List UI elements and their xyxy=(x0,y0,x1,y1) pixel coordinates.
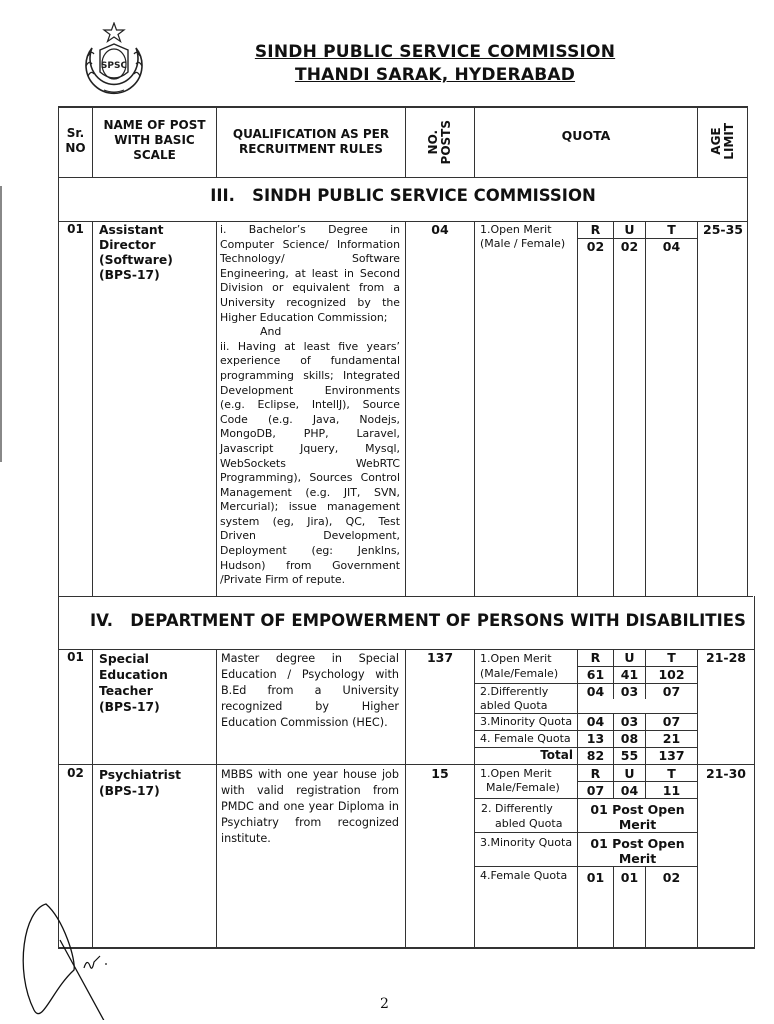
quota-label-differently-abled xyxy=(480,685,576,713)
age-limit: 21-30 xyxy=(706,766,746,781)
no-posts-line1: NO. xyxy=(426,129,440,155)
col-divider xyxy=(697,106,698,177)
quota-value-t: 04 xyxy=(662,239,681,254)
table-top-border xyxy=(58,106,748,108)
quota-value-u: 04 xyxy=(620,783,639,798)
svg-text:SPSC: SPSC xyxy=(100,61,128,71)
col-divider xyxy=(645,221,646,597)
header-bottom-border xyxy=(58,177,748,178)
col-divider xyxy=(405,221,406,597)
col-header-age-limit xyxy=(699,108,747,174)
col-divider xyxy=(697,221,698,597)
quota-label-line: (Male/Female) xyxy=(480,667,559,680)
quota-label-female: 4.Female Quota xyxy=(480,869,568,882)
no-posts-line2: POSTS xyxy=(439,119,453,165)
section-title-sindh-public-service-commission: III. SINDH PUBLIC SERVICE COMMISSION xyxy=(210,186,596,205)
quota-total-t: 137 xyxy=(658,748,685,763)
row-sr-no: 02 xyxy=(67,766,84,780)
row-bottom-border xyxy=(58,764,755,765)
quota-label-line: abled Quota xyxy=(480,699,548,712)
table-right-border xyxy=(747,106,748,597)
col-header-name-line2: WITH BASIC xyxy=(114,133,195,147)
col-divider xyxy=(613,221,614,597)
quota-label-line: 2. Differently xyxy=(481,802,553,815)
age-limit: 25-35 xyxy=(703,222,743,237)
post-line: (BPS-17) xyxy=(99,700,160,714)
no-posts-vertical-label xyxy=(427,120,453,164)
quota-value-r: 01 xyxy=(586,870,605,885)
quota-value-r: 02 xyxy=(586,239,605,254)
post-line: (BPS-17) xyxy=(99,268,160,282)
merged-line: 01 Post Open xyxy=(590,802,685,817)
post-name-psychiatrist xyxy=(99,767,214,799)
quota-label-line: 1.Open Merit xyxy=(480,767,552,780)
quota-subdivider xyxy=(474,798,697,799)
no-of-posts: 137 xyxy=(426,650,454,665)
qualification-item-i: i. Bachelor’s Degree in Computer Science/ Information Technology/ Software Engineering, at least in Second Division or equivalent from a University recognized by the Higher Education Commission; xyxy=(220,223,400,324)
quota-subdivider xyxy=(474,866,697,867)
quota-label-open-merit: 1.Open Merit (Male / Female) xyxy=(480,223,566,250)
row-sr-no: 01 xyxy=(67,222,84,236)
quota-value-u: 41 xyxy=(620,667,639,682)
quota-label-line: abled Quota xyxy=(495,817,563,830)
quota-value-u: 03 xyxy=(620,684,639,699)
quota-subdivider xyxy=(474,832,697,833)
row-sr-no: 01 xyxy=(67,650,84,664)
spsc-logo xyxy=(78,22,150,100)
post-line: Special xyxy=(99,652,150,666)
post-name-special-education-teacher xyxy=(99,651,214,715)
quota-head-u: U xyxy=(624,766,635,781)
quota-value-t: 07 xyxy=(662,714,681,729)
quota-label-differently-abled xyxy=(480,801,576,831)
quota-label-line: 2.Differently xyxy=(480,685,549,698)
quota-label-open-merit xyxy=(480,767,576,795)
quota-label-minority: 3.Minority Quota xyxy=(480,715,573,728)
quota-value-r: 04 xyxy=(586,714,605,729)
col-header-qual-line1: QUALIFICATION AS PER xyxy=(232,127,390,141)
quota-value-t: 21 xyxy=(662,731,681,746)
col-divider xyxy=(405,106,406,177)
post-line: Assistant xyxy=(99,223,164,237)
signature-scribble-icon xyxy=(14,900,124,1020)
quota-merged-minority xyxy=(578,836,697,866)
quota-total-u: 55 xyxy=(620,748,639,763)
quota-head-r: R xyxy=(590,650,601,665)
emblem-icon xyxy=(78,22,150,100)
signature xyxy=(14,900,124,1020)
col-header-qual-line2: RECRUITMENT RULES xyxy=(239,142,383,156)
age-limit-vertical-label xyxy=(710,123,736,160)
qualification-text xyxy=(220,223,400,588)
col-header-quota: QUOTA xyxy=(561,128,611,143)
page-title-line1: SINDH PUBLIC SERVICE COMMISSION xyxy=(254,42,616,62)
qualification-connector: And xyxy=(260,325,282,339)
page-title-line2: THANDI SARAK, HYDERABAD xyxy=(294,65,576,85)
quota-head-u: U xyxy=(624,650,635,665)
col-header-name-line3: SCALE xyxy=(133,148,176,162)
table-right-border-lower xyxy=(754,596,755,948)
qualification-item-ii: ii. Having at least five years’ experience of fundamental programming skills; Integrated Development Environments (e.g. Eclipse, IntellJ), Source Code (e.g. Java, Nodejs, MongoDB, PHP, Laravel, Javascript Jquery, Mysql, WebSockets WebRTC Programming), Sources Control Management (e.g. JIT, SVN, Mercurial); issue management system (eg, Jira), QC, Test Driven Development, Deployment (eg: Jenklns, Hudson) from Government /Private Firm of repute. xyxy=(220,339,400,587)
quota-subdivider xyxy=(577,781,697,782)
quota-value-t: 11 xyxy=(662,783,681,798)
quota-value-u: 08 xyxy=(620,731,639,746)
quota-label-female: 4. Female Quota xyxy=(480,732,571,745)
age-line2: LIMIT xyxy=(722,122,736,160)
post-line: (Software) xyxy=(99,253,173,267)
quota-value-u: 01 xyxy=(620,870,639,885)
quota-label-total: Total xyxy=(540,748,573,762)
col-header-name-line1: NAME OF POST xyxy=(103,118,206,132)
col-header-qualification xyxy=(217,127,405,157)
post-line: Teacher xyxy=(99,684,153,698)
quota-value-r: 61 xyxy=(586,667,605,682)
post-name-assistant-director xyxy=(99,223,214,283)
quota-value-t: 07 xyxy=(662,684,681,699)
col-header-no-posts xyxy=(420,112,460,172)
merged-line: Merit xyxy=(618,851,657,866)
quota-value-t: 02 xyxy=(662,870,681,885)
col-header-sr-line2: NO xyxy=(65,141,86,155)
quota-value-r: 13 xyxy=(586,731,605,746)
section-title-empowerment-of-persons-with-disabilities: IV. DEPARTMENT OF EMPOWERMENT OF PERSONS WITH DISABILITIES xyxy=(90,611,746,630)
quota-head-t: T xyxy=(667,650,676,665)
col-header-sr-no xyxy=(59,126,92,156)
post-line: (BPS-17) xyxy=(99,784,160,798)
col-divider xyxy=(216,649,217,948)
col-divider xyxy=(216,221,217,597)
col-divider xyxy=(697,649,698,948)
table-bottom-border xyxy=(58,947,755,949)
col-divider xyxy=(405,649,406,948)
quota-label-open-merit xyxy=(480,651,576,681)
post-line: Director xyxy=(99,238,156,252)
quota-label-line: 1.Open Merit xyxy=(480,652,552,665)
qualification-text: Master degree in Special Education / Psychology with B.Ed from a University recognized by Higher Education Commission (HEC). xyxy=(221,652,399,729)
age-line1: AGE xyxy=(709,127,723,155)
scan-edge-mark xyxy=(0,186,2,462)
quota-label-line: Male/Female) xyxy=(486,781,560,794)
page-number: 2 xyxy=(380,996,389,1012)
quota-head-t: T xyxy=(667,766,676,781)
merged-line: 01 Post Open xyxy=(590,836,685,851)
quota-value-t: 102 xyxy=(658,667,685,682)
quota-value-u: 02 xyxy=(620,239,639,254)
quota-value-u: 03 xyxy=(620,714,639,729)
qualification-text: MBBS with one year house job with valid registration from PMDC and one year Diploma in Psychiatry from recognized institute. xyxy=(221,768,399,845)
col-header-sr-line1: Sr. xyxy=(66,126,85,140)
quota-merged-differently-abled xyxy=(578,802,697,832)
quota-value-r: 07 xyxy=(586,783,605,798)
no-of-posts: 04 xyxy=(431,222,449,237)
col-divider xyxy=(474,221,475,597)
no-of-posts: 15 xyxy=(431,766,449,781)
col-divider xyxy=(92,221,93,597)
quota-head-u: U xyxy=(624,222,635,237)
quota-head-r: R xyxy=(590,766,601,781)
quota-label-minority: 3.Minority Quota xyxy=(480,836,573,849)
quota-total-r: 82 xyxy=(586,748,605,763)
quota-head-r: R xyxy=(590,222,601,237)
post-line: Education xyxy=(99,668,168,682)
col-header-name-of-post xyxy=(93,118,216,163)
quota-head-t: T xyxy=(667,222,676,237)
merged-line: Merit xyxy=(618,817,657,832)
col-divider xyxy=(577,221,578,597)
quota-value-r: 04 xyxy=(586,684,605,699)
post-line: Psychiatrist xyxy=(99,768,182,782)
age-limit: 21-28 xyxy=(706,650,746,665)
